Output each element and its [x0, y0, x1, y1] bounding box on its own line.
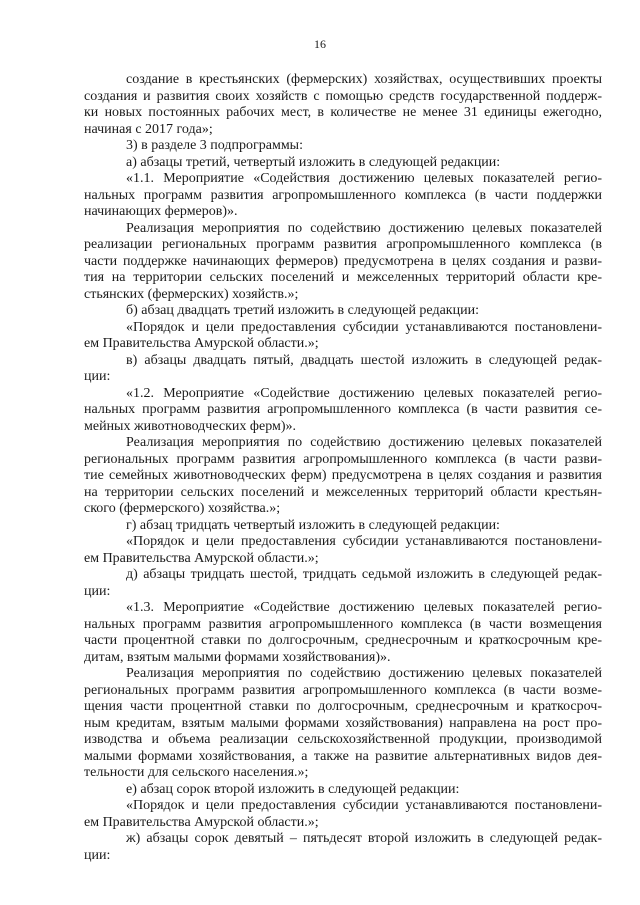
text-line: д) абзацы тридцать шестой, тридцать седьмой изложить в следующей редак-	[126, 567, 602, 582]
text-line: создания и развития своих хозяйств с помощью средств государственной поддерж-	[84, 88, 602, 104]
text-line: «1.2. Мероприятие «Содействие достижению целевых показателей регио-	[126, 385, 602, 401]
text-line: начиная с 2017 года»;	[84, 121, 213, 137]
text-line: «Порядок и цели предоставления субсидии устанавливаются постановлени-	[126, 534, 602, 549]
text-line: г) абзац тридцать четвертый изложить в следующей редакции:	[126, 517, 500, 533]
text-line: тие семейных животноводческих ферм) предусмотрена в целях создания и развития	[84, 468, 602, 483]
text-line: тельности для сельского населения.»;	[84, 765, 309, 780]
text-line: дитам, взятым малыми формами хозяйствования)».	[84, 649, 391, 665]
text-line: создание в крестьянских (фермерских) хозяйствах, осуществивших проекты	[126, 72, 602, 87]
text-line: ем Правительства Амурской области.»;	[84, 814, 319, 830]
text-line: реализации региональных программ развития агропромышленного комплекса (в	[84, 237, 602, 252]
text-line: «1.1. Мероприятие «Содействия достижению целевых показателей регио-	[126, 171, 602, 186]
text-line: Реализация мероприятия по содействию достижению целевых показателей	[126, 666, 602, 681]
document-body	[84, 72, 602, 864]
text-line: в) абзацы двадцать пятый, двадцать шестой изложить в следующей редак-	[126, 352, 602, 368]
text-line: ем Правительства Амурской области.»;	[84, 336, 319, 351]
text-line: части процентной ставки по долгосрочным, среднесрочным и краткосрочным кре-	[84, 633, 602, 648]
text-line: части поддержке начинающих фермеров) предусмотрена в целях создания и разви-	[84, 253, 602, 269]
text-line: ции:	[84, 847, 111, 863]
text-line: изводства и объема реализации сельскохозяйственной продукции, производимой	[84, 732, 602, 747]
text-line: стьянских (фермерских) хозяйств.»;	[84, 286, 299, 302]
text-line: ж) абзацы сорок девятый – пятьдесят второй изложить в следующей редак-	[126, 831, 602, 846]
text-line: малыми формами хозяйствования, а также на развитие альтернативных видов дея-	[84, 748, 602, 764]
text-line: Реализация мероприятия по содействию достижению целевых показателей	[126, 220, 602, 236]
text-line: нальных программ развития агропромышленного комплекса (в части поддержки	[84, 187, 602, 203]
text-line: е) абзац сорок второй изложить в следующей редакции:	[126, 781, 460, 797]
text-line: ции:	[84, 583, 111, 599]
text-line: на территории сельских поселений и межселенных территорий области крестьян-	[84, 484, 602, 500]
text-line: «1.3. Мероприятие «Содействие достижению целевых показателей регио-	[126, 600, 602, 615]
text-line: Реализация мероприятия по содействию достижению целевых показателей	[126, 435, 602, 450]
text-line: нальных программ развития агропромышленного комплекса (в части возмещения	[84, 616, 602, 632]
text-line: нальных программ развития агропромышленного комплекса (в части развития се-	[84, 402, 602, 417]
text-line: мейных животноводческих ферм)».	[84, 418, 297, 434]
text-line: тия на территории сельских поселений и межселенных территорий области кре-	[84, 270, 602, 285]
text-line: 3) в разделе 3 подпрограммы:	[126, 138, 303, 153]
text-line: щения части процентной ставки по долгосрочным, среднесрочным и краткосроч-	[84, 699, 602, 714]
text-line: ции:	[84, 369, 111, 384]
text-line: ным кредитам, взятым малыми формами хозяйствования) направлена на рост про-	[84, 715, 602, 731]
text-line: «Порядок и цели предоставления субсидии устанавливаются постановлени-	[126, 798, 602, 813]
page-number: 16	[314, 37, 326, 51]
text-line: ем Правительства Амурской области.»;	[84, 550, 319, 566]
text-line: региональных программ развития агропромышленного комплекса (в части возме-	[84, 682, 602, 698]
text-line: ского (фермерского) хозяйства.»;	[84, 501, 281, 516]
text-line: а) абзацы третий, четвертый изложить в следующей редакции:	[126, 154, 501, 170]
text-line: б) абзац двадцать третий изложить в следующей редакции:	[126, 303, 479, 318]
text-line: «Порядок и цели предоставления субсидии устанавливаются постановлени-	[126, 319, 602, 335]
text-line: региональных программ развития агропромышленного комплекса (в части разви-	[84, 451, 602, 467]
text-line: начинающих фермеров)».	[84, 204, 238, 219]
text-line: ки новых постоянных рабочих мест, в количестве не менее 31 единицы ежегодно,	[84, 105, 602, 120]
